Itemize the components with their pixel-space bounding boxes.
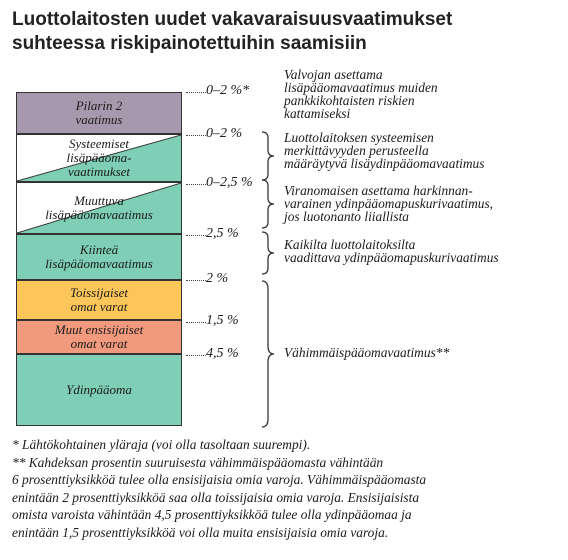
footnote-line-2: ** Kahdeksan prosentin suuruisesta vähimmäispääomasta vähintään xyxy=(12,454,384,470)
footnote-line-4: enintään 2 prosenttiyksikköä saa olla toissijaisia omia varoja. Ensisijaisista xyxy=(12,489,420,505)
brace-conservation xyxy=(258,230,276,276)
desc-systemic-line1: Luottolaitoksen systeemisen xyxy=(284,130,434,145)
block-at1-line1: Muut ensisijaiset xyxy=(54,322,144,337)
desc-conservation-line1: Kaikilta luottolaitoksilta xyxy=(284,237,416,252)
leader-cet1 xyxy=(186,355,206,356)
desc-systemic xyxy=(284,131,484,170)
footnote-line-5: omista varoista vähintään 4,5 prosenttiyksikköä tulee olla ydinpääomaa ja xyxy=(12,507,412,523)
pct-at1: 1,5 % xyxy=(206,313,239,328)
leader-conservation xyxy=(186,235,206,236)
block-tier2-line2: omat varat xyxy=(70,299,128,314)
desc-systemic-line2: merkittävyyden perusteella xyxy=(284,143,429,158)
pct-conservation: 2,5 % xyxy=(206,226,239,241)
block-conservation-line2: lisäpääomavaatimus xyxy=(45,256,153,271)
brace-countercyclical xyxy=(258,178,276,230)
pct-systemic: 0–2 % xyxy=(206,126,243,141)
block-at1-line2: omat varat xyxy=(70,336,128,351)
pct-pillar2: 0–2 %* xyxy=(206,83,250,98)
block-countercyclical xyxy=(16,182,182,234)
leader-countercyclical xyxy=(186,184,206,185)
leader-at1 xyxy=(186,322,206,323)
block-countercyclical-line2: lisäpääomavaatimus xyxy=(45,207,153,222)
desc-minimum-line1: Vähimmäispääomavaatimus** xyxy=(284,345,450,360)
brace-systemic xyxy=(258,130,276,182)
block-pillar2-line2: vaatimus xyxy=(75,112,123,127)
block-tier2-line1: Toissijaiset xyxy=(69,285,129,300)
block-cet1-line1: Ydinpääoma xyxy=(66,382,132,397)
block-systemic xyxy=(16,134,182,182)
desc-countercyclical-line1: Viranomaisen asettama harkinnan- xyxy=(284,183,473,198)
block-tier2 xyxy=(16,280,182,320)
desc-pillar2-line3: pankkikohtaisten riskien xyxy=(284,93,415,108)
desc-countercyclical xyxy=(284,184,493,223)
brace-minimum xyxy=(258,279,276,429)
title-line-1: Luottolaitosten uudet vakavaraisuusvaatimukset xyxy=(12,9,453,30)
footnote-line-1: * Lähtökohtainen yläraja (voi olla tasoltaan suurempi). xyxy=(12,437,311,452)
block-conservation xyxy=(16,234,182,280)
pct-cet1: 4,5 % xyxy=(206,346,239,361)
block-systemic-line2: lisäpääoma- xyxy=(66,150,132,165)
block-systemic-line1: Systeemiset xyxy=(69,136,129,151)
desc-countercyclical-line2: varainen ydinpääomapuskurivaatimus, xyxy=(284,196,494,211)
block-cet1 xyxy=(16,354,182,426)
title-line-2: suhteessa riskipainotettuihin saamisiin xyxy=(12,33,367,54)
diagram-title xyxy=(12,8,452,56)
block-at1 xyxy=(16,320,182,354)
block-pillar2 xyxy=(16,92,182,134)
desc-pillar2-line1: Valvojan asettama xyxy=(284,67,383,82)
desc-countercyclical-line3: jos luotonanto liiallista xyxy=(284,209,409,224)
desc-systemic-line3: määräytyvä lisäydinpääomavaatimus xyxy=(284,156,485,171)
leader-systemic xyxy=(186,135,206,136)
desc-conservation xyxy=(284,238,499,264)
pct-countercyclical: 0–2,5 % xyxy=(206,175,253,190)
desc-pillar2 xyxy=(284,68,438,120)
leader-pillar2 xyxy=(186,92,206,93)
leader-tier2 xyxy=(186,280,206,281)
footnote-line-3: 6 prosenttiyksikköä tulee olla ensisijaisia omia varoja. Vähimmäispääomasta xyxy=(12,472,427,488)
footnote-line-6: enintään 1,5 prosenttiyksikköä voi olla muita ensisijaisia omia varoja. xyxy=(12,524,389,540)
block-systemic-line3: vaatimukset xyxy=(67,164,131,179)
desc-minimum xyxy=(284,346,449,359)
desc-pillar2-line2: lisäpääomavaatimus muiden xyxy=(284,80,438,95)
block-conservation-line1: Kiinteä xyxy=(79,242,119,257)
desc-pillar2-line4: kattamiseksi xyxy=(284,106,351,121)
footnotes xyxy=(12,436,426,542)
block-countercyclical-line1: Muuttuva xyxy=(74,193,124,208)
block-pillar2-line1: Pilarin 2 xyxy=(75,98,123,113)
desc-conservation-line2: vaadittava ydinpääomapuskurivaatimus xyxy=(284,250,499,265)
pct-tier2: 2 % xyxy=(206,271,229,286)
